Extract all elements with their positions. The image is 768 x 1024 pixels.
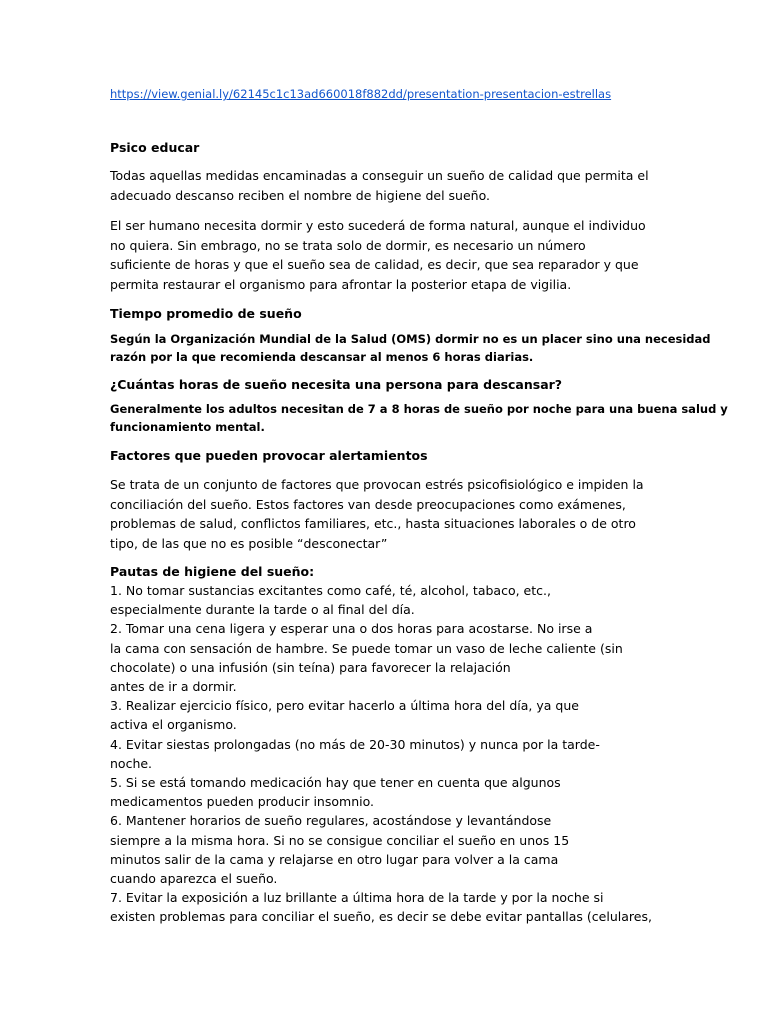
heading-psico-educar: Psico educar <box>110 140 200 155</box>
paragraph-adultos-horas: Generalmente los adultos necesitan de 7 a 8 horas de sueño por noche para una buena salud y funcionamiento mental. <box>110 402 728 434</box>
presentation-link[interactable]: https://view.genial.ly/62145c1c13ad660018f882dd/presentation-presentacion-estrellas <box>110 87 612 101</box>
list-line: 6. Mantener horarios de sueño regulares, acostándose y levantándose <box>110 813 552 829</box>
list-line: siempre a la misma hora. Si no se consigue conciliar el sueño en unos 15 <box>110 832 570 848</box>
list-line: noche. <box>110 755 153 771</box>
heading-cuantas-horas: ¿Cuántas horas de sueño necesita una persona para descansar? <box>110 377 563 392</box>
list-line: cuando aparezca el sueño. <box>110 871 278 887</box>
list-line: 2. Tomar una cena ligera y esperar una o dos horas para acostarse. No irse a <box>110 621 593 637</box>
heading-factores: Factores que pueden provocar alertamientos <box>110 448 428 463</box>
list-line: la cama con sensación de hambre. Se puede tomar un vaso de leche caliente (sin <box>110 640 623 656</box>
list-line: antes de ir a dormir. <box>110 679 237 695</box>
list-line: 3. Realizar ejercicio físico, pero evitar hacerlo a última hora del día, ya que <box>110 698 579 714</box>
list-line: minutos salir de la cama y relajarse en otro lugar para volver a la cama <box>110 851 559 867</box>
pautas-list <box>110 581 670 927</box>
list-line: chocolate) o una infusión (sin teína) para favorecer la relajación <box>110 659 511 675</box>
paragraph-higiene-definicion: Todas aquellas medidas encaminadas a conseguir un sueño de calidad que permita el adecuado descanso reciben el nombre de higiene del sueño. <box>110 168 649 203</box>
list-line: 4. Evitar siestas prolongadas (no más de 20-30 minutos) y nunca por la tarde- <box>110 736 600 752</box>
list-line: 1. No tomar sustancias excitantes como café, té, alcohol, tabaco, etc., <box>110 583 551 598</box>
paragraph-necesidad-dormir: El ser humano necesita dormir y esto sucederá de forma natural, aunque el individuo no quiera. Sin embrago, no se trata solo de dormir, es necesario un número suficiente de horas y que el sueño sea de calidad, es decir, que sea reparador y que permita restaurar el organismo para afrontar la posterior etapa de vigilia. <box>110 218 646 292</box>
list-line: 7. Evitar la exposición a luz brillante a última hora de la tarde y por la noche si <box>110 890 604 906</box>
paragraph-factores: Se trata de un conjunto de factores que provocan estrés psicofisiológico e impiden la conciliación del sueño. Estos factores van desde preocupaciones como exámenes, problemas de salud, conflictos familiares, etc., hasta situaciones laborales o de otro tipo, de las que no es posible “desconectar” <box>110 477 644 551</box>
heading-tiempo-promedio: Tiempo promedio de sueño <box>110 306 302 321</box>
heading-pautas: Pautas de higiene del sueño: <box>110 564 315 579</box>
list-line: 5. Si se está tomando medicación hay que tener en cuenta que algunos <box>110 775 561 791</box>
paragraph-oms: Según la Organización Mundial de la Salud (OMS) dormir no es un placer sino una necesidad razón por la que recomienda descansar al menos 6 horas diarias. <box>110 332 711 364</box>
list-line: medicamentos pueden producir insomnio. <box>110 794 374 810</box>
list-line: especialmente durante la tarde o al final del día. <box>110 602 415 618</box>
document-page <box>110 84 728 927</box>
list-line: activa el organismo. <box>110 717 237 733</box>
list-line: existen problemas para conciliar el sueño, es decir se debe evitar pantallas (celulares, <box>110 909 652 925</box>
